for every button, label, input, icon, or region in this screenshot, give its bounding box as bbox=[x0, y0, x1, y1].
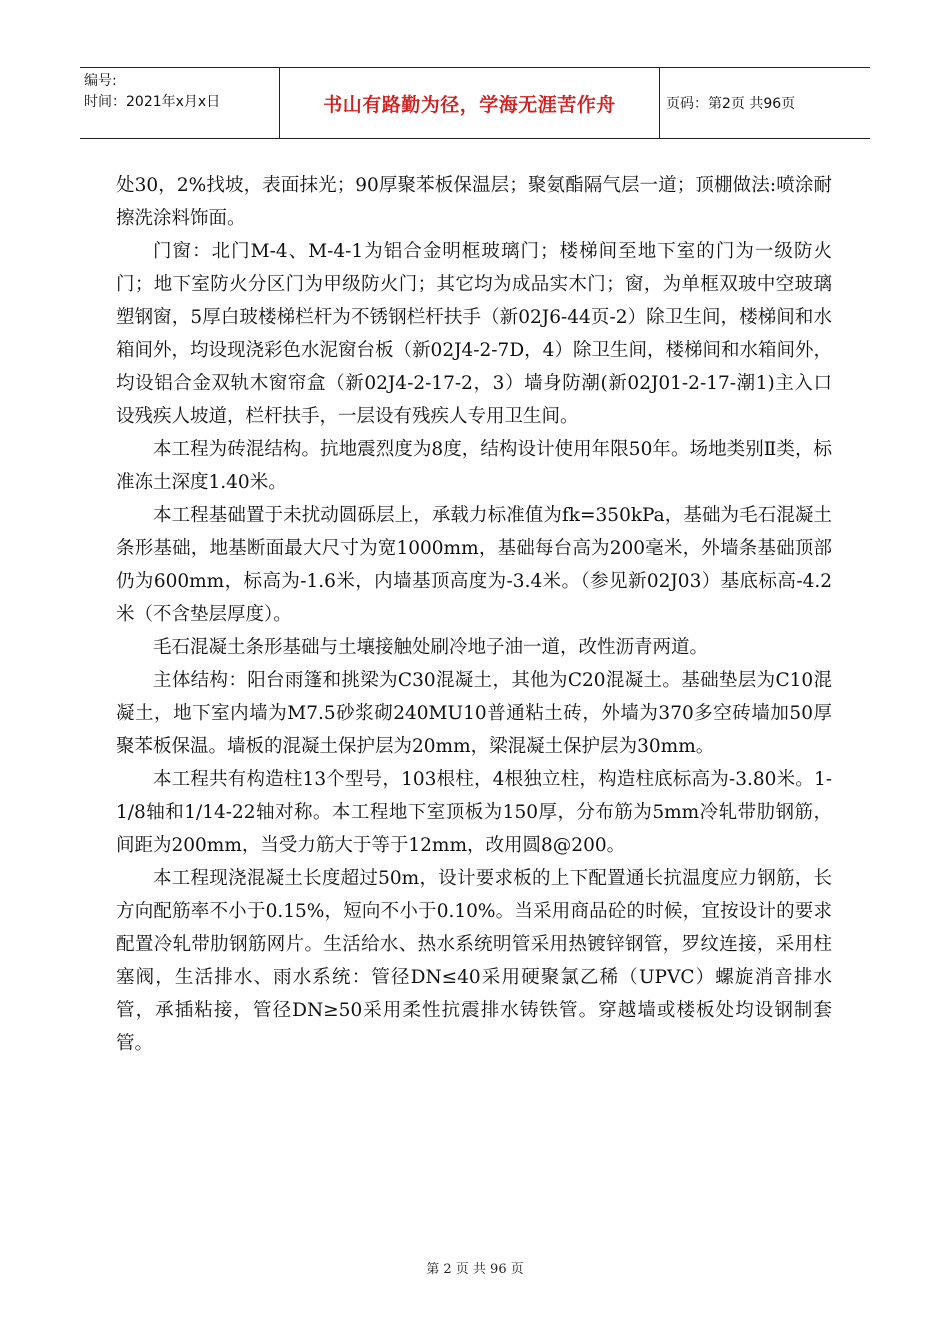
paragraph: 本工程基础置于未扰动圆砾层上，承载力标准值为fk=350kPa，基础为毛石混凝土条形基础，地基断面最大尺寸为宽1000mm，基础每台高为200毫米，外墙条基础顶部仍为600mm，标高为-1.6米，内墙基顶高度为-3.4米。（参见新02J03）基底标高-4.2米（不含垫层厚度）。 bbox=[116, 505, 832, 625]
header-page-info: 页码：第2页 共96页 bbox=[666, 96, 796, 112]
time-label: 时间：2021年x月x日 bbox=[84, 94, 221, 110]
paragraph: 毛石混凝土条形基础与土壤接触处刷冷地子油一道，改性沥青两道。 bbox=[153, 637, 709, 658]
paragraph: 本工程共有构造柱13个型号，103根柱，4根独立柱，构造柱底标高为-3.80米。1-1/8轴和1/14-22轴对称。本工程地下室顶板为150厚，分布筋为5mm冷轧带肋钢筋，间距为200mm，当受力筋大于等于12mm，改用圆8@200。 bbox=[116, 769, 832, 856]
paragraph: 门窗：北门M-4、M-4-1为铝合金明框玻璃门；楼梯间至地下室的门为一级防火门；地下室防火分区门为甲级防火门；其它均为成品实木门；窗，为单框双玻中空玻璃塑钢窗，5厚白玻楼梯栏杆为不锈钢栏杆扶手（新02J6-44页-2）除卫生间，楼梯间和水箱间外，均设现浇彩色水泥窗台板（新02J4-2-7D，4）除卫生间，楼梯间和水箱间外，均设铝合金双轨木窗帘盒（新02J4-2-17-2，3）墙身防潮(新02J01-2-17-潮1)主入口设残疾人坡道，栏杆扶手，一层设有残疾人专用卫生间。 bbox=[116, 241, 832, 427]
paragraph: 处30，2%找坡，表面抹光；90厚聚苯板保温层；聚氨酯隔气层一道；顶棚做法:喷涂耐擦洗涂料饰面。 bbox=[116, 175, 832, 229]
paragraph: 本工程现浇混凝土长度超过50m，设计要求板的上下配置通长抗温度应力钢筋，长方向配筋率不小于0.15%，短向不小于0.10%。当采用商品砼的时候，宜按设计的要求配置冷轧带肋钢筋网片。生活给水、热水系统明管采用热镀锌钢管，罗纹连接，采用柱塞阀，生活排水、雨水系统：管径DN≤40采用硬聚氯乙稀（UPVC）螺旋消音排水管，承插粘接，管径DN≥50采用柔性抗震排水铸铁管。穿越墙或楼板处均设钢制套管。 bbox=[116, 868, 832, 1054]
number-label: 编号: bbox=[84, 73, 117, 89]
page-footer: 第 2 页 共 96 页 bbox=[426, 1262, 524, 1277]
header-motto: 书山有路勤为径，学海无涯苦作舟 bbox=[280, 68, 660, 138]
paragraph: 主体结构：阳台雨篷和挑梁为C30混凝土，其他为C20混凝土。基础垫层为C10混凝土，地下室内墙为M7.5砂浆砌240MU10普通粘土砖，外墙为370多空砖墙加50厚聚苯板保温。墙板的混凝土保护层为20mm，梁混凝土保护层为30mm。 bbox=[116, 670, 832, 757]
paragraph: 本工程为砖混结构。抗地震烈度为8度，结构设计使用年限50年。场地类别Ⅱ类，标准冻土深度1.40米。 bbox=[116, 439, 832, 493]
header-meta bbox=[80, 68, 280, 138]
page-header bbox=[80, 67, 870, 139]
document-body bbox=[116, 169, 832, 1060]
